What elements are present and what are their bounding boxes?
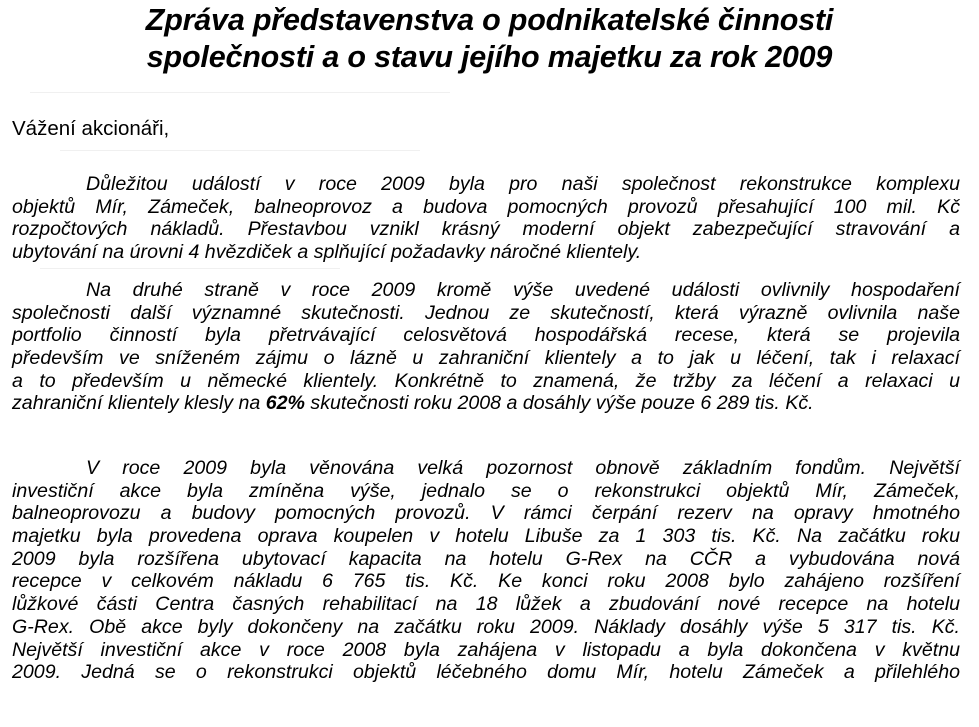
scan-artifact: [40, 268, 340, 269]
paragraph-line: objektů Mír, Zámeček, balneoprovoz a budova pomocných provozů přesahující 100 mil. Kč: [12, 195, 960, 218]
paragraph-3: [12, 457, 960, 684]
paragraph-line: G-Rex. Obě akce byly dokončeny na začátku roku 2009. Náklady dosáhly výše 5 317 tis. Kč.: [12, 615, 960, 638]
paragraph-line: ubytování na úrovni 4 hvězdiček a splňující požadavky náročné klientely.: [12, 241, 642, 264]
paragraph-text: skutečnosti roku 2008 a dosáhly výše pouze 6 289 tis. Kč.: [304, 392, 814, 415]
scan-artifact: [60, 150, 420, 151]
page-title: [0, 2, 979, 76]
title-line-1: Zpráva představenstva o podnikatelské činnosti: [145, 3, 834, 37]
percentage-value: 62%: [265, 392, 305, 415]
paragraph-line: Důležitou událostí v roce 2009 byla pro naši společnost rekonstrukce komplexu: [86, 173, 960, 195]
paragraph-line: portfolio činností byla přetrvávající celosvětová hospodářská recese, která se projevila: [12, 324, 960, 347]
paragraph-line: [12, 392, 960, 415]
paragraph-line: 2009. Jedná se o rekonstrukci objektů léčebného domu Mír, hotelu Zámeček a přilehlého: [12, 661, 960, 684]
paragraph-line: balneoprovozu a budovy pomocných provozů. V rámci čerpání rezerv na opravy hmotného: [12, 502, 960, 525]
paragraph-line: společnosti další významné skutečnosti. Jednou ze skutečností, která výrazně ovlivnila naše: [12, 301, 960, 324]
paragraph-line: a to především u německé klientely. Konkrétně to znamená, že tržby za léčení a relaxaci u: [12, 369, 960, 392]
paragraph-line: především ve sníženém zájmu o lázně u zahraniční klientely a to jak u léčení, tak i relaxací: [12, 347, 960, 370]
paragraph-line: rozpočtových nákladů. Přestavbou vznikl krásný moderní objekt zabezpečující stravování a: [12, 218, 960, 241]
paragraph-line: lůžkové části Centra časných rehabilitací na 18 lůžek a zbudování nové recepce na hotelu: [12, 593, 960, 616]
paragraph-1: [12, 173, 960, 264]
paragraph-2: [12, 279, 960, 415]
greeting: Vážení akcionáři,: [12, 117, 170, 140]
paragraph-line: 2009 byla rozšířena ubytovací kapacita na hotelu G-Rex na CČR a vybudována nová: [12, 547, 960, 570]
scan-artifact: [30, 92, 450, 93]
paragraph-line: recepce v celkovém nákladu 6 765 tis. Kč. Ke konci roku 2008 bylo zahájeno rozšíření: [12, 570, 960, 593]
paragraph-line: V roce 2009 byla věnována velká pozornost obnově základním fondům. Největší: [86, 457, 960, 479]
paragraph-line: majetku byla provedena oprava koupelen v hotelu Libuše za 1 303 tis. Kč. Na začátku roku: [12, 525, 960, 548]
paragraph-line: Největší investiční akce v roce 2008 byla zahájena v listopadu a byla dokončena v květnu: [12, 638, 960, 661]
paragraph-line: investiční akce byla zmíněna výše, jednalo se o rekonstrukci objektů Mír, Zámeček,: [12, 479, 960, 502]
paragraph-line: Na druhé straně v roce 2009 kromě výše uvedené události ovlivnily hospodaření: [86, 279, 960, 301]
title-line-2: společnosti a o stavu jejího majetku za rok 2009: [146, 40, 833, 74]
paragraph-text: zahraniční klientely klesly na: [12, 392, 266, 415]
